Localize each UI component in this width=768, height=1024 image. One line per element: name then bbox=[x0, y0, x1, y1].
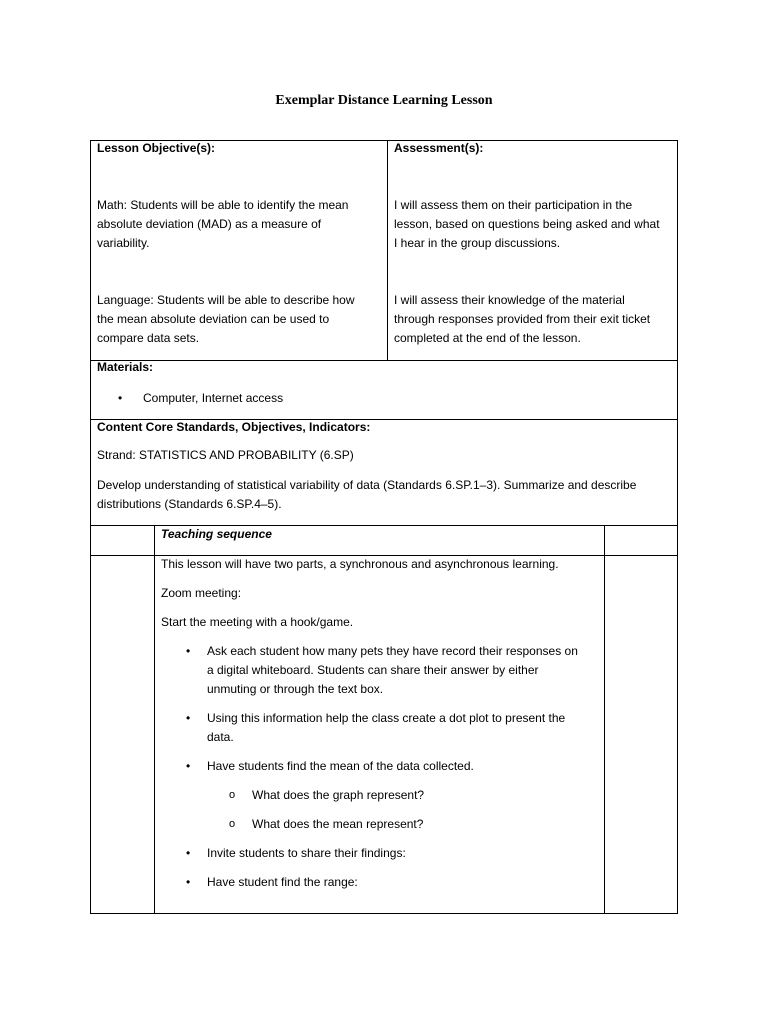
teaching-sequence-header: Teaching sequence bbox=[161, 527, 272, 541]
materials-item: Computer, Internet access bbox=[143, 391, 284, 405]
assessment-header: Assessment(s): bbox=[394, 141, 484, 155]
sub-list-item: What does the mean represent? bbox=[252, 817, 424, 831]
hook-instruction: Start the meeting with a hook/game. bbox=[161, 615, 354, 629]
bullet-icon: • bbox=[186, 875, 191, 889]
list-item: Have student find the range: bbox=[207, 875, 358, 889]
zoom-meeting-label: Zoom meeting: bbox=[161, 586, 242, 600]
right-column-divider bbox=[604, 525, 605, 914]
bullet-icon: • bbox=[186, 846, 191, 860]
materials-divider bbox=[90, 360, 678, 361]
list-item: Invite students to share their findings: bbox=[207, 846, 406, 860]
list-item: Have students find the mean of the data collected. bbox=[207, 759, 474, 773]
bullet-icon: • bbox=[186, 711, 191, 725]
objective-assessment-divider bbox=[387, 140, 388, 361]
bullet-icon: • bbox=[118, 391, 123, 405]
standards-header: Content Core Standards, Objectives, Indicators: bbox=[97, 420, 371, 434]
teaching-intro: This lesson will have two parts, a synchronous and asynchronous learning. bbox=[161, 557, 559, 571]
sub-list-item: What does the graph represent? bbox=[252, 788, 425, 802]
bullet-icon: • bbox=[186, 644, 191, 658]
left-column-divider bbox=[154, 525, 155, 914]
circle-bullet-icon: o bbox=[229, 818, 236, 830]
page-title: Exemplar Distance Learning Lesson bbox=[275, 93, 493, 108]
strand-line: Strand: STATISTICS AND PROBABILITY (6.SP) bbox=[97, 448, 354, 462]
objectives-header: Lesson Objective(s): bbox=[97, 141, 216, 155]
bullet-icon: • bbox=[186, 759, 191, 773]
materials-header: Materials: bbox=[97, 360, 154, 374]
circle-bullet-icon: o bbox=[229, 789, 236, 801]
